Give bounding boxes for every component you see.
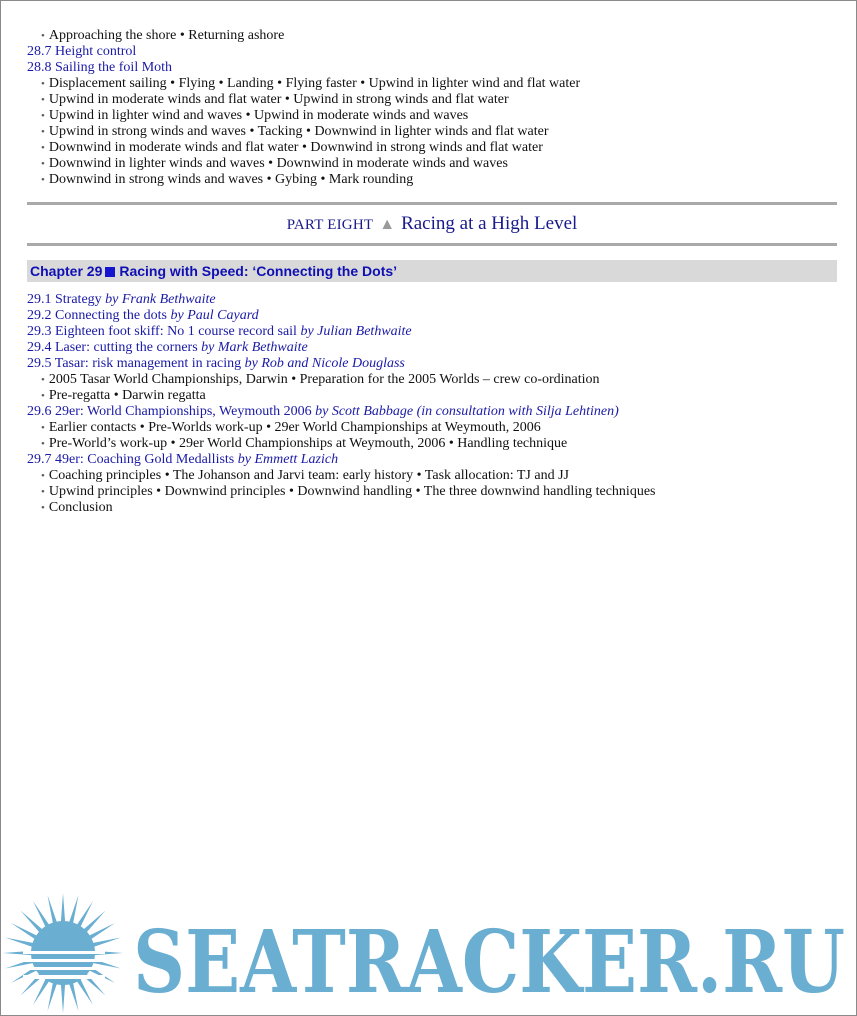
section-title: 29.7 49er: Coaching Gold Medallists <box>27 452 235 467</box>
sun-ray <box>48 895 58 925</box>
section-heading[interactable] <box>27 308 837 324</box>
triangle-icon: ▲ <box>379 216 396 233</box>
section-author: by Paul Cayard <box>170 308 259 323</box>
section-author: by Frank Bethwaite <box>105 292 216 307</box>
section-heading[interactable] <box>27 324 837 340</box>
bullet-icon: • <box>41 94 45 106</box>
section-author: by Julian Bethwaite <box>300 324 412 339</box>
bullet-icon: • <box>41 110 45 122</box>
bullet-line: • Upwind in lighter wind and waves • Upwind in moderate winds and waves <box>41 108 469 123</box>
sun-ray <box>5 938 35 948</box>
watermark <box>1 889 857 1016</box>
chapter-title: Racing with Speed: ‘Connecting the Dots’ <box>119 263 398 279</box>
sun-ray <box>69 981 79 1011</box>
chapter-number: Chapter 29 <box>30 263 103 279</box>
bullet-line: • Upwind in strong winds and waves • Tacking • Downwind in lighter winds and flat water <box>41 124 549 139</box>
bullet-icon: • <box>41 142 45 154</box>
section-heading-28-7[interactable]: 28.7 Height control <box>27 44 137 59</box>
section-heading[interactable] <box>27 292 837 308</box>
watermark-text: SEATRACKER.RU <box>133 912 845 1013</box>
section-28-8-bullets <box>27 76 837 188</box>
part-heading[interactable] <box>27 205 837 243</box>
chapter-sections <box>27 292 837 516</box>
section-author: by Rob and Nicole Douglass <box>244 356 405 371</box>
divider-bottom <box>27 243 837 246</box>
section-title: 29.6 29er: World Championships, Weymouth 2006 <box>27 404 312 419</box>
bullet-line: • Approaching the shore • Returning ashore <box>41 28 285 43</box>
section-heading[interactable] <box>27 404 837 420</box>
bullet-line: • Pre-regatta • Darwin regatta <box>41 388 206 403</box>
bullet-line: • Upwind in moderate winds and flat water • Upwind in strong winds and flat water <box>41 92 509 107</box>
bullet-icon: • <box>41 470 45 482</box>
bullet-icon: • <box>41 502 45 514</box>
bullet-icon: • <box>41 158 45 170</box>
bullet-line: • Coaching principles • The Johanson and Jarvi team: early history • Task allocation: TJ and JJ <box>41 468 569 483</box>
bullet-line: • Upwind principles • Downwind principles • Downwind handling • The three downwind handling techniques <box>41 484 656 499</box>
section-title: 29.4 Laser: cutting the corners <box>27 340 198 355</box>
section-heading[interactable] <box>27 356 837 372</box>
part-label: PART EIGHT <box>286 217 374 233</box>
bullet-line: • Downwind in lighter winds and waves • Downwind in moderate winds and waves <box>41 156 508 171</box>
bullet-icon: • <box>41 30 45 42</box>
sun-ray <box>61 983 65 1013</box>
bullet-icon: • <box>41 126 45 138</box>
chapter-heading[interactable] <box>27 260 837 282</box>
section-title: 29.3 Eighteen foot skiff: No 1 course record sail <box>27 324 297 339</box>
toc-content <box>27 28 837 516</box>
bullet-line: • Displacement sailing • Flying • Landing • Flying faster • Upwind in lighter wind and flat water <box>41 76 581 91</box>
sun-logo-icon <box>3 893 123 1013</box>
bullet-icon: • <box>41 374 45 386</box>
bullet-icon: • <box>41 174 45 186</box>
section-heading-28-8[interactable]: 28.8 Sailing the foil Moth <box>27 60 173 75</box>
square-icon <box>105 267 115 277</box>
bullet-line: • Downwind in moderate winds and flat water • Downwind in strong winds and flat water <box>41 140 543 155</box>
sun-ray <box>69 895 79 925</box>
bullet-icon: • <box>41 438 45 450</box>
part-title: Racing at a High Level <box>401 213 578 234</box>
section-author: by Emmett Lazich <box>237 452 339 467</box>
section-title: 29.1 Strategy <box>27 292 102 307</box>
bullet-line: • Downwind in strong winds and waves • Gybing • Mark rounding <box>41 172 414 187</box>
bullet-icon: • <box>41 78 45 90</box>
bullet-line: • Earlier contacts • Pre-Worlds work-up • 29er World Championships at Weymouth, 2006 <box>41 420 541 435</box>
bullet-line: • 2005 Tasar World Championships, Darwin • Preparation for the 2005 Worlds – crew co-ordination <box>41 372 600 387</box>
section-heading[interactable] <box>27 340 837 356</box>
bullet-line: • Pre-World’s work-up • 29er World Championships at Weymouth, 2006 • Handling technique <box>41 436 568 451</box>
sun-ray <box>48 981 58 1011</box>
section-title: 29.5 Tasar: risk management in racing <box>27 356 242 371</box>
sun-ray <box>91 938 121 948</box>
section-author: by Mark Bethwaite <box>201 340 308 355</box>
bullet-line: • Conclusion <box>41 500 113 515</box>
bullet-icon: • <box>41 390 45 402</box>
bullet-icon: • <box>41 486 45 498</box>
sun-ray <box>61 893 65 923</box>
section-title: 29.2 Connecting the dots <box>27 308 167 323</box>
section-author: by Scott Babbage (in consultation with Silja Lehtinen) <box>315 404 619 419</box>
bullet-icon: • <box>41 422 45 434</box>
section-heading[interactable] <box>27 452 837 468</box>
